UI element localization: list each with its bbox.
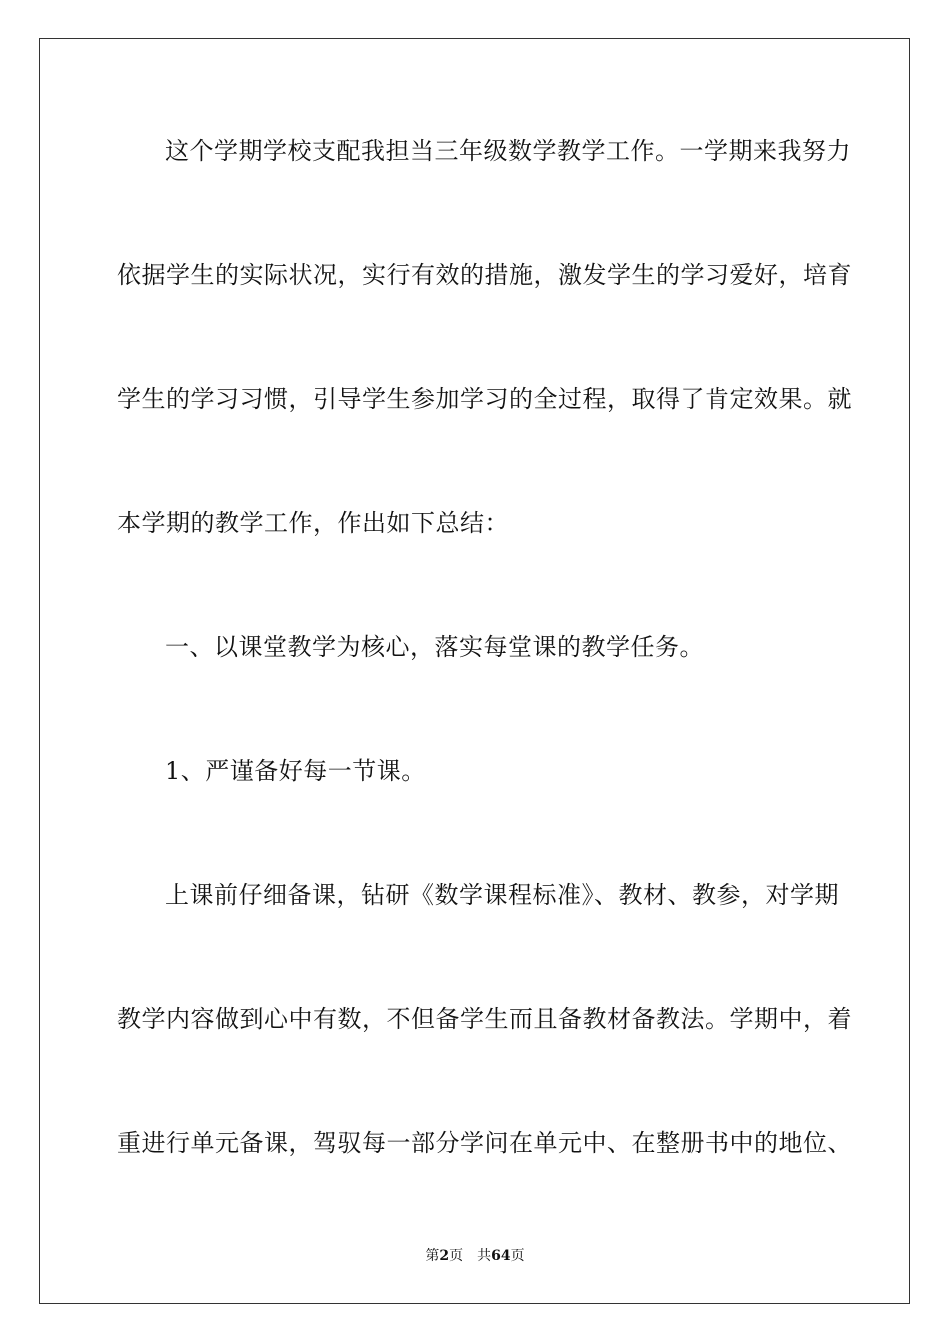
section-heading-1: 一、以课堂教学为核心，落实每堂课的教学任务。 xyxy=(165,633,704,661)
paragraph-2-line-3: 重进行单元备课，驾驭每一部分学问在单元中、在整册书中的地位、 xyxy=(117,1129,852,1157)
paragraph-2-line-1: 上课前仔细备课，钻研《数学课程标准》、教材、教参，对学期 xyxy=(165,881,839,909)
page-footer xyxy=(0,1246,950,1266)
paragraph-1-line-1: 这个学期学校支配我担当三年级数学教学工作。一学期来我努力 xyxy=(165,137,851,165)
total-prefix: 共 xyxy=(477,1248,492,1264)
subsection-heading-1: 1、严谨备好每一节课。 xyxy=(165,757,426,785)
page-suffix: 页 xyxy=(449,1248,464,1264)
paragraph-1-line-2: 依据学生的实际状况，实行有效的措施，激发学生的学习爱好，培育 xyxy=(117,261,852,289)
page-border xyxy=(39,38,910,1304)
paragraph-1-line-4: 本学期的教学工作，作出如下总结： xyxy=(117,509,509,537)
paragraph-1-line-3: 学生的学习习惯，引导学生参加学习的全过程，取得了肯定效果。就 xyxy=(117,385,852,413)
paragraph-2-line-2: 教学内容做到心中有数，不但备学生而且备教材备教法。学期中，着 xyxy=(117,1005,852,1033)
page-total-number: 64 xyxy=(491,1248,511,1264)
page-current-number: 2 xyxy=(439,1248,450,1264)
page-prefix: 第 xyxy=(425,1248,440,1264)
total-suffix: 页 xyxy=(510,1248,525,1264)
